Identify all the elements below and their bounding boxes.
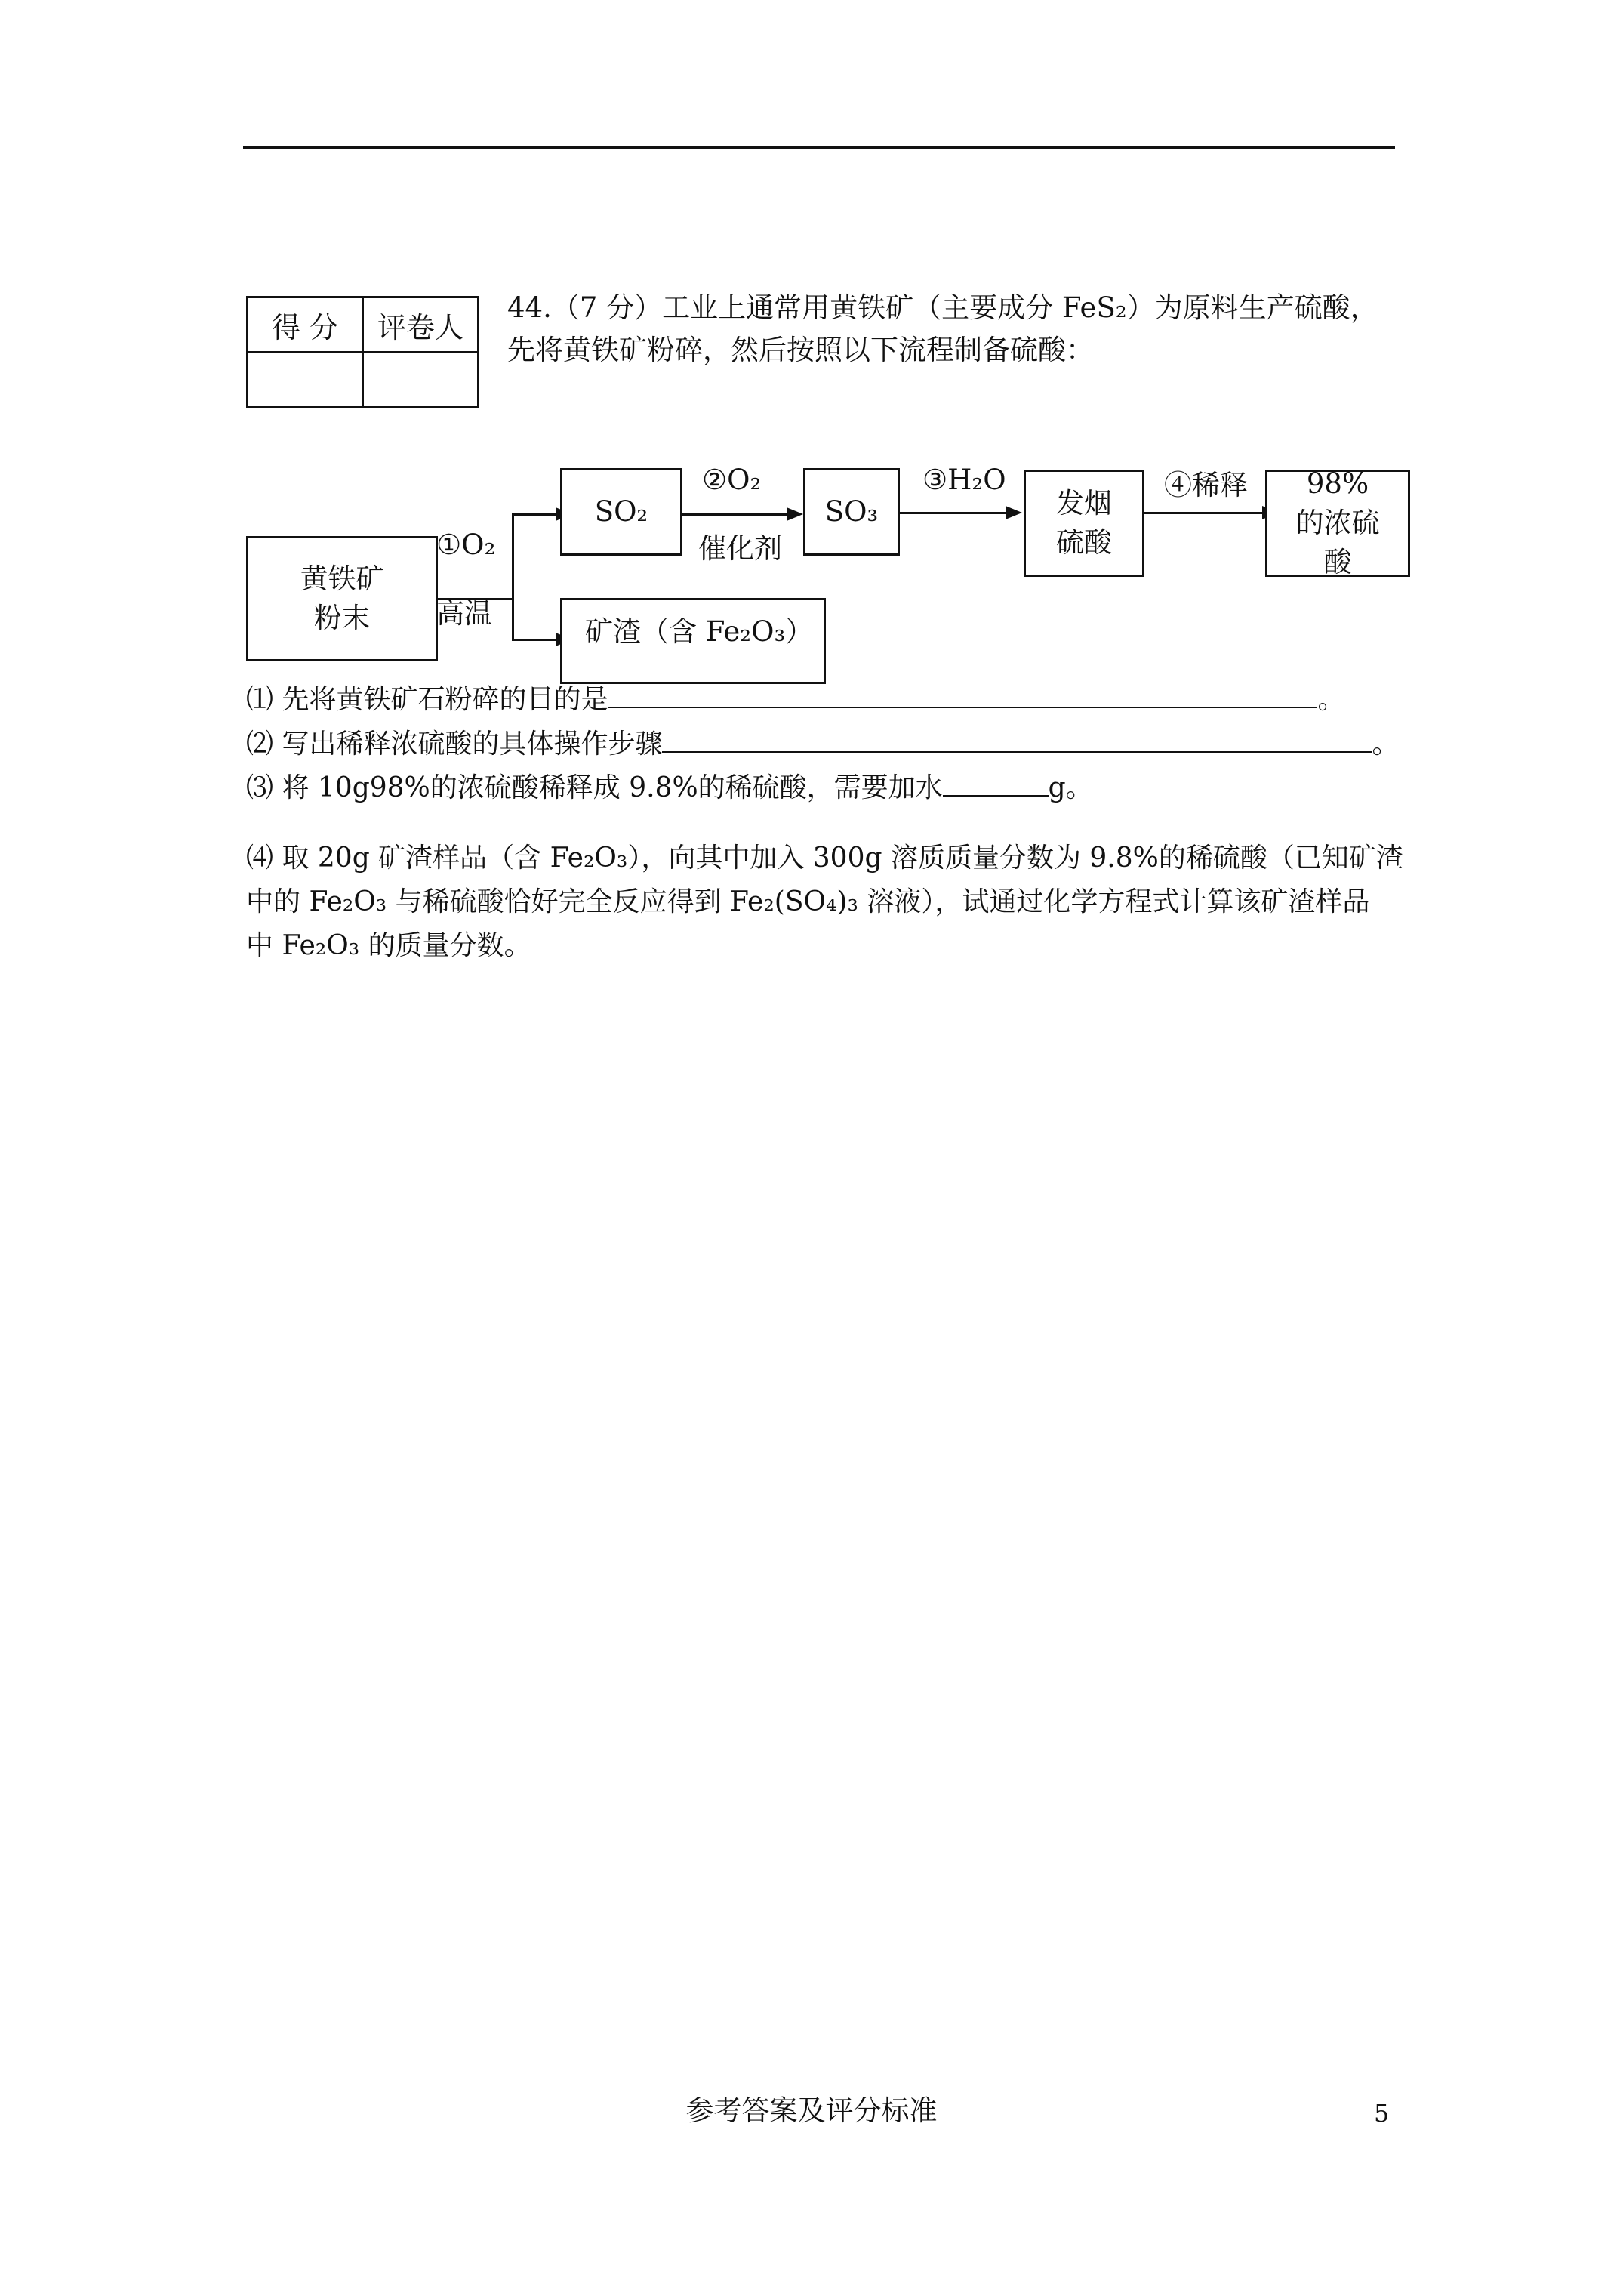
connector-line xyxy=(682,513,788,516)
subquestion-1-end: 。 xyxy=(1317,684,1345,715)
answer-blank-3[interactable] xyxy=(943,768,1049,797)
subquestion-1 xyxy=(246,678,1344,717)
question-intro xyxy=(507,287,1413,371)
score-cell[interactable] xyxy=(248,353,363,408)
score-table xyxy=(246,296,479,408)
page-number: 5 xyxy=(1374,2099,1390,2128)
question-line-2: 先将黄铁矿粉碎，然后按照以下流程制备硫酸： xyxy=(507,334,1094,366)
connector-line xyxy=(512,513,557,516)
answer-blank-1[interactable] xyxy=(608,680,1317,708)
subquestion-2 xyxy=(246,723,1399,761)
subquestion-3 xyxy=(246,766,1093,805)
subquestion-2-end: 。 xyxy=(1372,729,1400,760)
step2-condition: 催化剂 xyxy=(698,532,782,565)
pyrite-powder-box: 黄铁矿粉末 xyxy=(246,536,438,661)
arrow-to-so3 xyxy=(787,507,803,521)
so2-box: SO₂ xyxy=(560,468,682,556)
score-label: 得 分 xyxy=(248,297,363,353)
answer-section-title: 参考答案及评分标准 xyxy=(685,2094,938,2127)
subquestion-3-text: ⑶ 将 10g98%的浓硫酸稀释成 9.8%的稀硫酸，需要加水 xyxy=(246,772,943,803)
subquestion-4 xyxy=(246,837,1409,968)
step4-process: ④稀释 xyxy=(1164,469,1248,501)
connector-line xyxy=(512,639,557,641)
step3-reagent: ③H₂O xyxy=(922,464,1006,496)
final-acid-box: 98%的浓硫酸 xyxy=(1265,470,1410,577)
step2-reagent: ②O₂ xyxy=(702,464,762,496)
fuming-acid-box: 发烟硫酸 xyxy=(1024,470,1144,577)
subquestion-3-end: g。 xyxy=(1048,772,1093,803)
connector-line xyxy=(900,512,1007,514)
subquestion-4-line-3: 中 Fe₂O₃ 的质量分数。 xyxy=(246,930,531,961)
grader-label: 评卷人 xyxy=(363,297,479,353)
arrow-to-fuming xyxy=(1006,506,1022,519)
answer-blank-2[interactable] xyxy=(662,724,1372,753)
step1-condition: 高温 xyxy=(436,597,492,630)
question-line-1: 44.（7 分）工业上通常用黄铁矿（主要成分 FeS₂）为原料生产硫酸， xyxy=(507,291,1378,324)
connector-line xyxy=(1144,512,1264,514)
slag-box: 矿渣（含 Fe₂O₃） xyxy=(560,598,826,684)
subquestion-4-line-2: 中的 Fe₂O₃ 与稀硫酸恰好完全反应得到 Fe₂(SO₄)₃ 溶液），试通过化学方程式计算该矿渣样品 xyxy=(246,886,1370,917)
step1-reagent: ①O₂ xyxy=(436,529,496,561)
subquestion-4-line-1: ⑷ 取 20g 矿渣样品（含 Fe₂O₃），向其中加入 300g 溶质质量分数为 9.8%的稀硫酸（已知矿渣 xyxy=(246,843,1403,874)
header-rule xyxy=(243,146,1395,149)
so3-box: SO₃ xyxy=(803,468,900,556)
subquestion-2-text: ⑵ 写出稀释浓硫酸的具体操作步骤 xyxy=(246,729,663,760)
grader-cell[interactable] xyxy=(363,353,479,408)
branch-line xyxy=(512,513,514,640)
subquestion-1-text: ⑴ 先将黄铁矿石粉碎的目的是 xyxy=(246,684,608,715)
